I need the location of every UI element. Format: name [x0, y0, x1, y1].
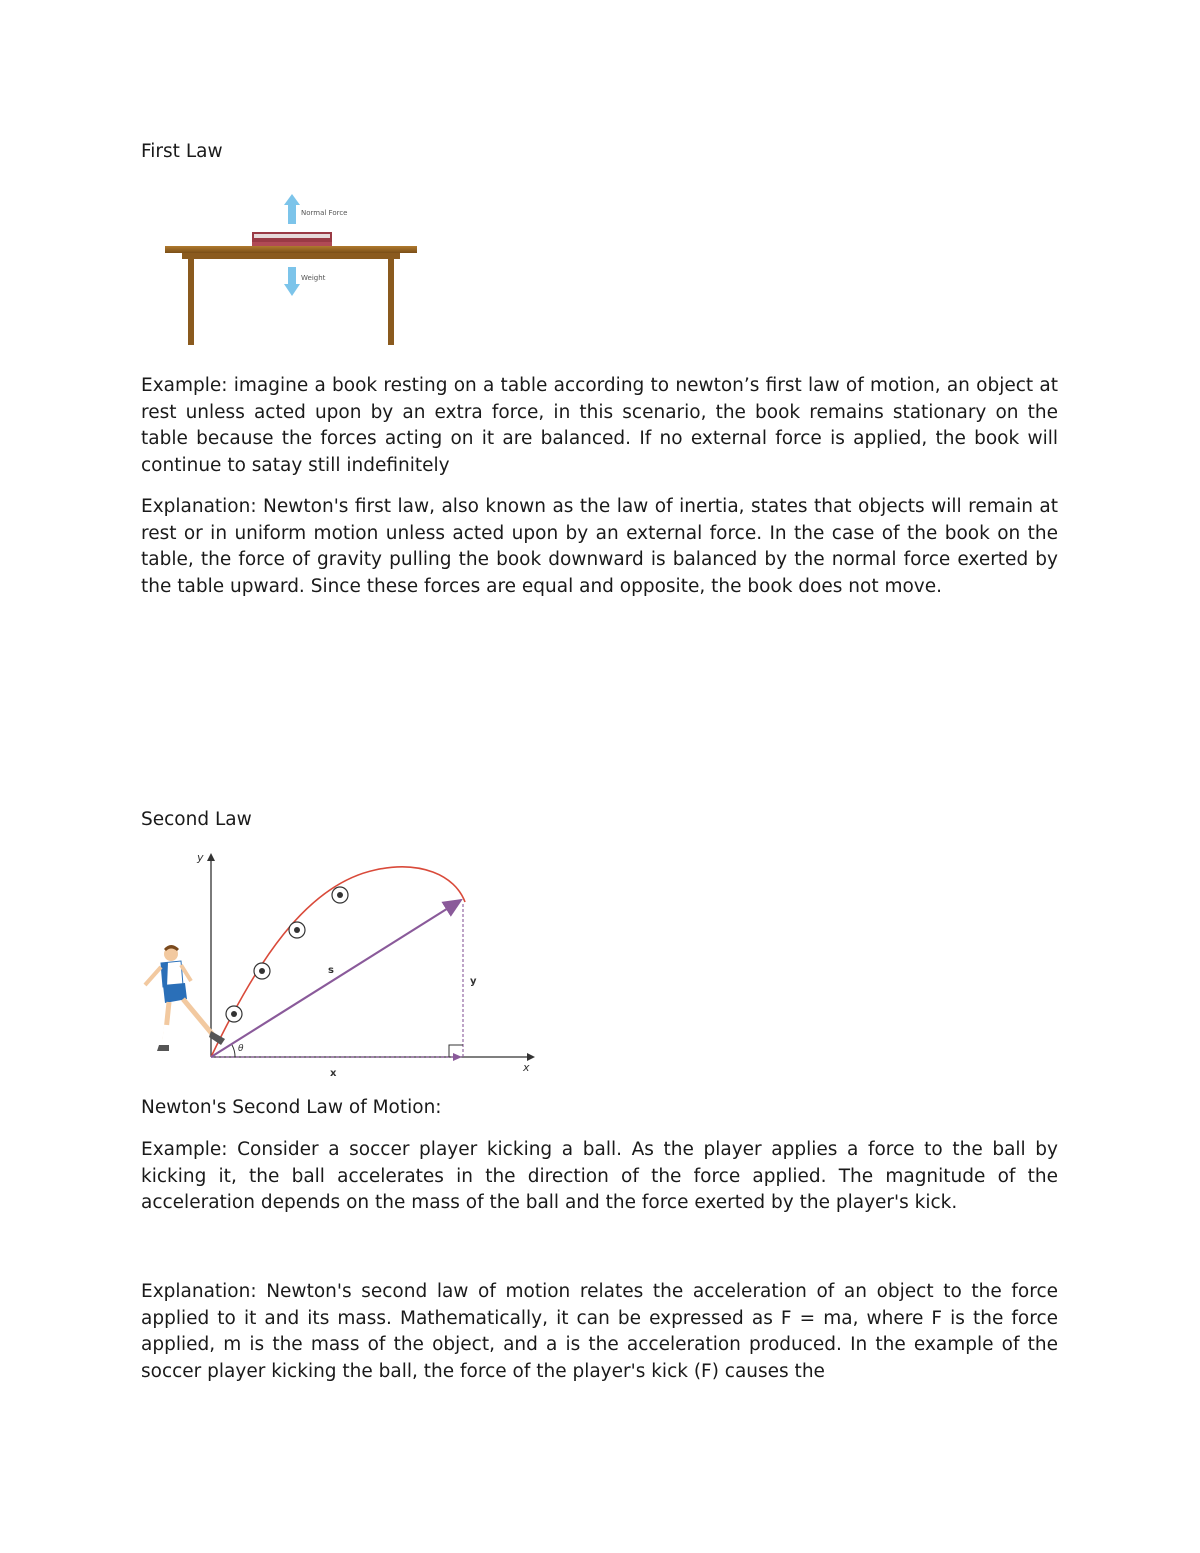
- book-on-table-figure: [160, 190, 425, 350]
- weight-arrow: [284, 267, 300, 296]
- first-law-explanation: Explanation: Newton's first law, also known as the law of inertia, states that objects will remain at rest or in uniform motion unless acted upon by an external force. In the case of the book on the table, the force of gravity pulling the book downward is balanced by the normal force exerted by the table upward. Since these forces are equal and opposite, the book does not move.: [141, 496, 1058, 597]
- second-law-subheading: Newton's Second Law of Motion:: [141, 1097, 442, 1118]
- table: [165, 246, 417, 345]
- angle-label: θ: [238, 1044, 244, 1054]
- second-law-example: Example: Consider a soccer player kicking a ball. As the player applies a force to the ball by kicking it, the ball accelerates in the direction of the force applied. The magnitude of the acceleration depends on the mass of the ball and the force exerted by the player's kick.: [141, 1139, 1058, 1213]
- second-law-explanation: Explanation: Newton's second law of motion relates the acceleration of an object to the force applied to it and its mass. Mathematically, it can be expressed as F = ma, where F is the force applied, m is the mass of the object, and a is the acceleration produced. In the example of the soccer player kicking the ball, the force of the player's kick (F) causes the: [141, 1281, 1058, 1382]
- y-axis-label: y: [197, 851, 204, 864]
- normal-force-arrow: [284, 194, 300, 224]
- second-law-heading: Second Law: [141, 809, 252, 830]
- ball: [289, 922, 305, 938]
- first-law-heading: First Law: [141, 141, 223, 162]
- x-axis-label: x: [523, 1061, 530, 1074]
- ball: [226, 1006, 242, 1022]
- displacement-vector: [211, 900, 461, 1057]
- component-x-label: x: [330, 1068, 337, 1079]
- normal-force-label: Normal Force: [301, 209, 348, 217]
- ball: [332, 887, 348, 903]
- vector-s-label: s: [328, 965, 334, 976]
- component-y-label: y: [470, 976, 477, 987]
- soccer-player: [145, 945, 225, 1051]
- weight-label: Weight: [301, 274, 326, 282]
- first-law-example: Example: imagine a book resting on a table according to newton’s first law of motion, an object at rest unless acted upon by an extra force, in this scenario, the book remains stationary on the table because the forces acting on it are balanced. If no external force is applied, the book will continue to satay still indefinitely: [141, 375, 1058, 476]
- projectile-figure: [135, 845, 545, 1080]
- ball: [254, 963, 270, 979]
